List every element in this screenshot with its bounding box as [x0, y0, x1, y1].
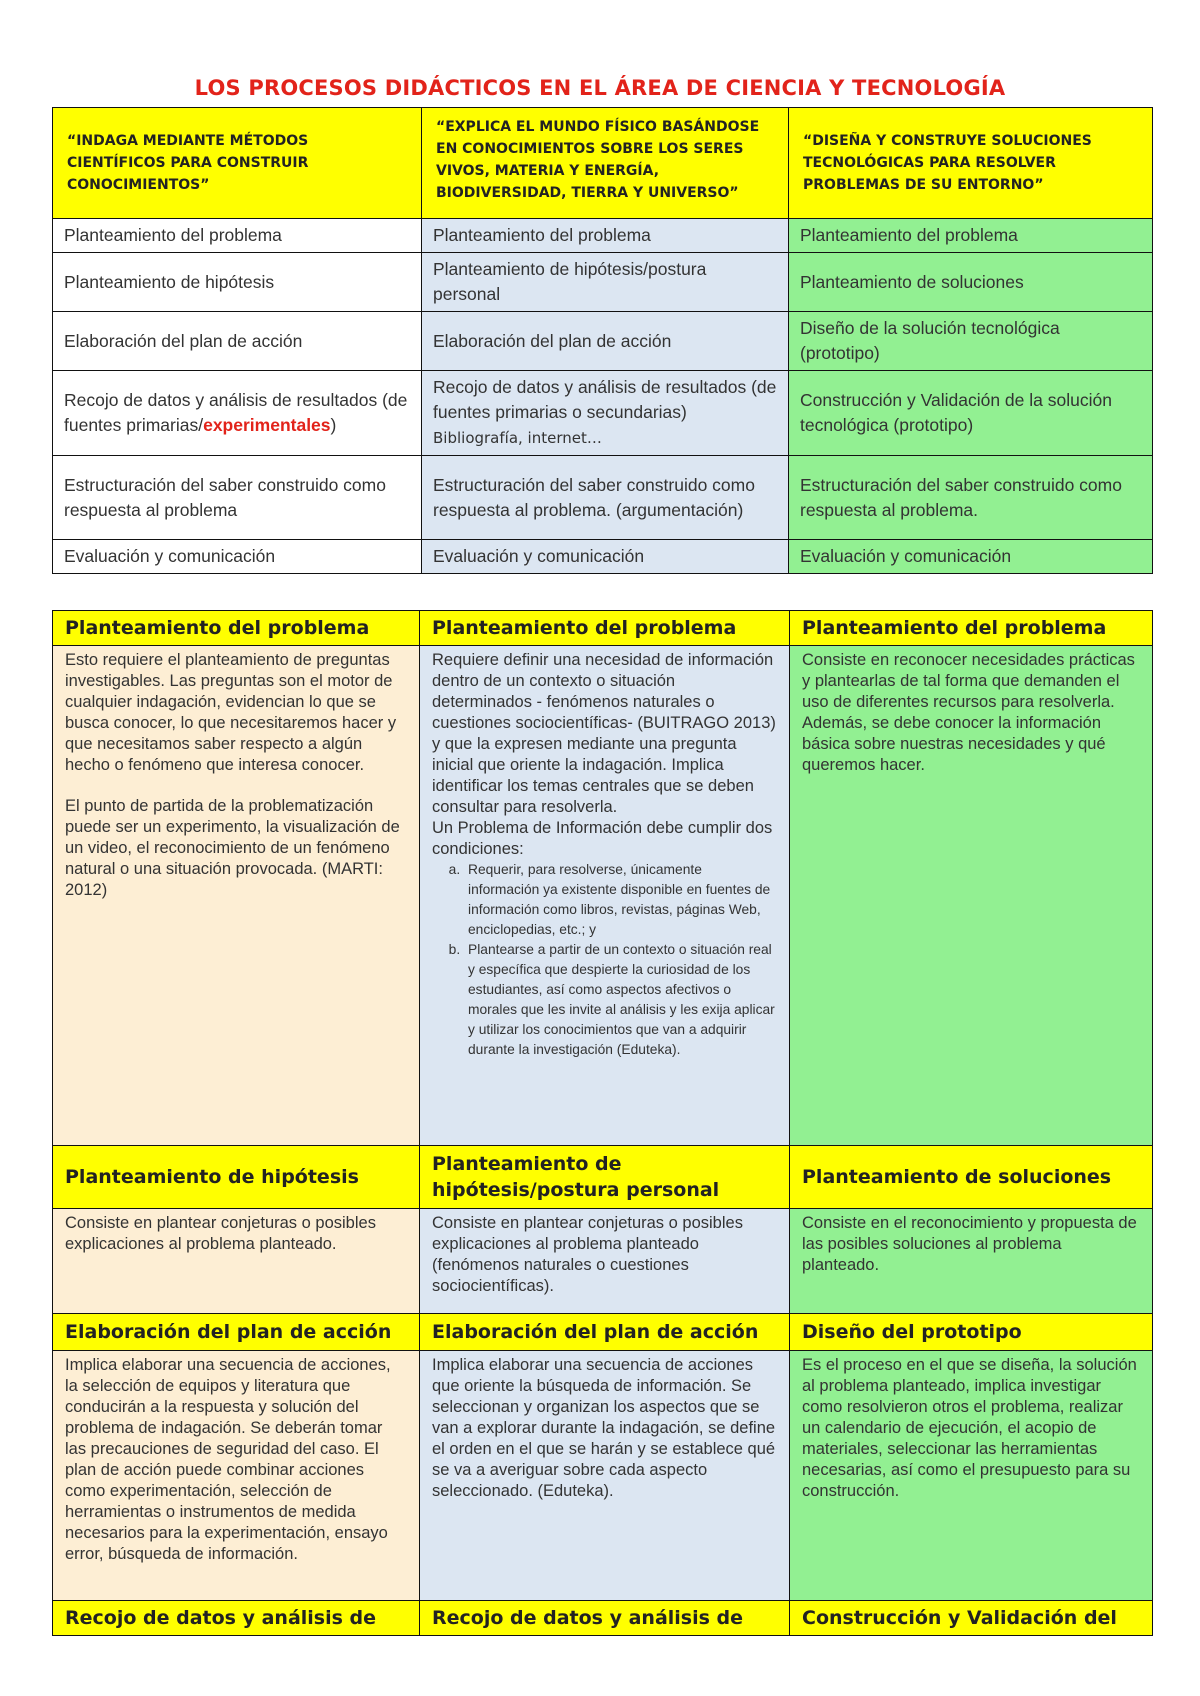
section-heading: Planteamiento del problema [420, 611, 790, 646]
cell-note: Bibliografía, internet… [433, 429, 602, 447]
section-heading: Construcción y Validación del [790, 1601, 1153, 1636]
section-heading: Elaboración del plan de acción [53, 1314, 420, 1351]
paragraph: Consiste en reconocer necesidades prácticas y plantearlas de tal forma que demanden el uso de diferentes recursos para resolverla. Además, se debe conocer la información básica sobre nuestras necesidades y qué queremos hacer. [802, 651, 1135, 774]
table-cell [422, 371, 789, 456]
section-text-cell [790, 646, 1153, 1146]
conditions-list [432, 860, 777, 1060]
summary-table [52, 107, 1153, 574]
competency-indaga-header: “INDAGA MEDIANTE MÉTODOS CIENTÍFICOS PARA CONSTRUIR CONOCIMIENTOS” [53, 108, 422, 219]
summary-header-row [53, 108, 1153, 219]
cell-text: Recojo de datos y análisis de resultados (de fuentes primarias o secundarias) [433, 377, 777, 422]
section-text-cell [53, 646, 420, 1146]
section-heading: Planteamiento del problema [790, 611, 1153, 646]
table-cell: Planteamiento de hipótesis [53, 253, 422, 312]
table-cell: Evaluación y comunicación [789, 540, 1153, 574]
section-heading: Recojo de datos y análisis de [420, 1601, 790, 1636]
section-text-cell [53, 1351, 420, 1601]
section-heading: Planteamiento de hipótesis [53, 1146, 420, 1209]
section-text-cell [420, 1351, 790, 1601]
table-cell: Elaboración del plan de acción [422, 312, 789, 371]
section-heading: Recojo de datos y análisis de [53, 1601, 420, 1636]
section-body-row [53, 1209, 1153, 1314]
paragraph: Requiere definir una necesidad de información dentro de un contexto o situación determinados - fenómenos naturales o cuestiones sociocientíficas- (BUITRAGO 2013) y que la expresen mediante una pregunta inicial que oriente la indagación. Implica identificar los temas centrales que se deben consultar para resolverla. [432, 651, 776, 816]
section-heading: Planteamiento del problema [53, 611, 420, 646]
section-text-cell [53, 1209, 420, 1314]
highlighted-text: experimentales [203, 415, 331, 435]
table-cell: Evaluación y comunicación [422, 540, 789, 574]
section-heading: Planteamiento de soluciones [790, 1146, 1153, 1209]
list-item: a. Requerir, para resolverse, únicamente información ya existente disponible en fuentes de información como libros, revistas, páginas Web, enciclopedias, etc.; y [464, 860, 777, 940]
section-text-cell [420, 646, 790, 1146]
table-row [53, 312, 1153, 371]
section-heading-row [53, 1601, 1153, 1636]
section-text-cell [790, 1351, 1153, 1601]
table-cell: Planteamiento del problema [422, 219, 789, 253]
paragraph: Consiste en el reconocimiento y propuesta de las posibles soluciones al problema planteado. [802, 1214, 1137, 1274]
table-cell: Estructuración del saber construido como respuesta al problema [53, 456, 422, 540]
table-cell: Planteamiento del problema [53, 219, 422, 253]
table-cell: Estructuración del saber construido como respuesta al problema. [789, 456, 1153, 540]
section-heading: Elaboración del plan de acción [420, 1314, 790, 1351]
competency-disena-header: “DISEÑA Y CONSTRUYE SOLUCIONES TECNOLÓGICAS PARA RESOLVER PROBLEMAS DE SU ENTORNO” [789, 108, 1153, 219]
section-body-row [53, 646, 1153, 1146]
paragraph: Consiste en plantear conjeturas o posibles explicaciones al problema planteado. [65, 1214, 376, 1253]
section-heading: Planteamiento de hipótesis/postura personal [420, 1146, 790, 1209]
table-row [53, 456, 1153, 540]
paragraph: Esto requiere el planteamiento de preguntas investigables. Las preguntas son el motor de cualquier indagación, evidencian lo que se busca conocer, lo que necesitaremos hacer y que necesitamos saber respecto a algún hecho o fenómeno que interesa conocer. [65, 651, 397, 774]
table-cell: Elaboración del plan de acción [53, 312, 422, 371]
section-heading: Diseño del prototipo [790, 1314, 1153, 1351]
detail-table [52, 610, 1153, 1636]
table-row [53, 371, 1153, 456]
paragraph: El punto de partida de la problematización puede ser un experimento, la visualización de un video, el reconocimiento de un fenómeno natural o una situación provocada. (MARTI: 2012) [65, 797, 400, 899]
paragraph: Implica elaborar una secuencia de acciones, la selección de equipos y literatura que conducirán a la respuesta y solución del problema de indagación. Se deberán tomar las precauciones de seguridad del caso. El plan de acción puede combinar acciones como experimentación, selección de herramientas o instrumentos de medida necesarios para la experimentación, ensayo error, búsqueda de información. [65, 1356, 391, 1563]
section-body-row [53, 1351, 1153, 1601]
list-item: b. Plantearse a partir de un contexto o situación real y específica que despierte la curiosidad de los estudiantes, así como aspectos afectivos o morales que les invite al análisis y les exija aplicar y utilizar los conocimientos que van a adquirir durante la investigación (Eduteka). [464, 940, 777, 1060]
table-cell: Construcción y Validación de la solución tecnológica (prototipo) [789, 371, 1153, 456]
table-cell: Evaluación y comunicación [53, 540, 422, 574]
table-cell: Planteamiento de soluciones [789, 253, 1153, 312]
section-heading-row [53, 1314, 1153, 1351]
page-title: LOS PROCESOS DIDÁCTICOS EN EL ÁREA DE CIENCIA Y TECNOLOGÍA [194, 76, 1006, 100]
table-row [53, 219, 1153, 253]
cell-text: ) [330, 415, 337, 435]
table-row [53, 253, 1153, 312]
table-cell: Planteamiento del problema [789, 219, 1153, 253]
table-cell: Diseño de la solución tecnológica (prototipo) [789, 312, 1153, 371]
competency-explica-header: “EXPLICA EL MUNDO FÍSICO BASÁNDOSE EN CONOCIMIENTOS SOBRE LOS SERES VIVOS, MATERIA Y ENERGÍA, BIODIVERSIDAD, TIERRA Y UNIVERSO” [422, 108, 789, 219]
table-cell: Estructuración del saber construido como respuesta al problema. (argumentación) [422, 456, 789, 540]
paragraph: Un Problema de Información debe cumplir dos condiciones: [432, 819, 773, 858]
paragraph: Es el proceso en el que se diseña, la solución al problema planteado, implica investigar como resolvieron otros el problema, realizar un calendario de ejecución, el acopio de materiales, seleccionar las herramientas necesarias, así como el presupuesto para su construcción. [802, 1356, 1137, 1500]
section-heading-row [53, 1146, 1153, 1209]
table-cell: Planteamiento de hipótesis/postura personal [422, 253, 789, 312]
table-row [53, 540, 1153, 574]
table-cell [53, 371, 422, 456]
section-text-cell [790, 1209, 1153, 1314]
cell-text: Recojo de datos y análisis de resultados (de fuentes primarias/ [64, 390, 408, 435]
paragraph: Implica elaborar una secuencia de acciones que oriente la búsqueda de información. Se seleccionan y organizan los aspectos que se van a explorar durante la indagación, se define el orden en el que se harán y se establece qué se va a averiguar sobre cada aspecto seleccionado. (Eduteka). [432, 1356, 776, 1500]
section-text-cell [420, 1209, 790, 1314]
section-heading-row [53, 611, 1153, 646]
paragraph: Consiste en plantear conjeturas o posibles explicaciones al problema planteado (fenómenos naturales o cuestiones sociocientíficas). [432, 1214, 743, 1295]
